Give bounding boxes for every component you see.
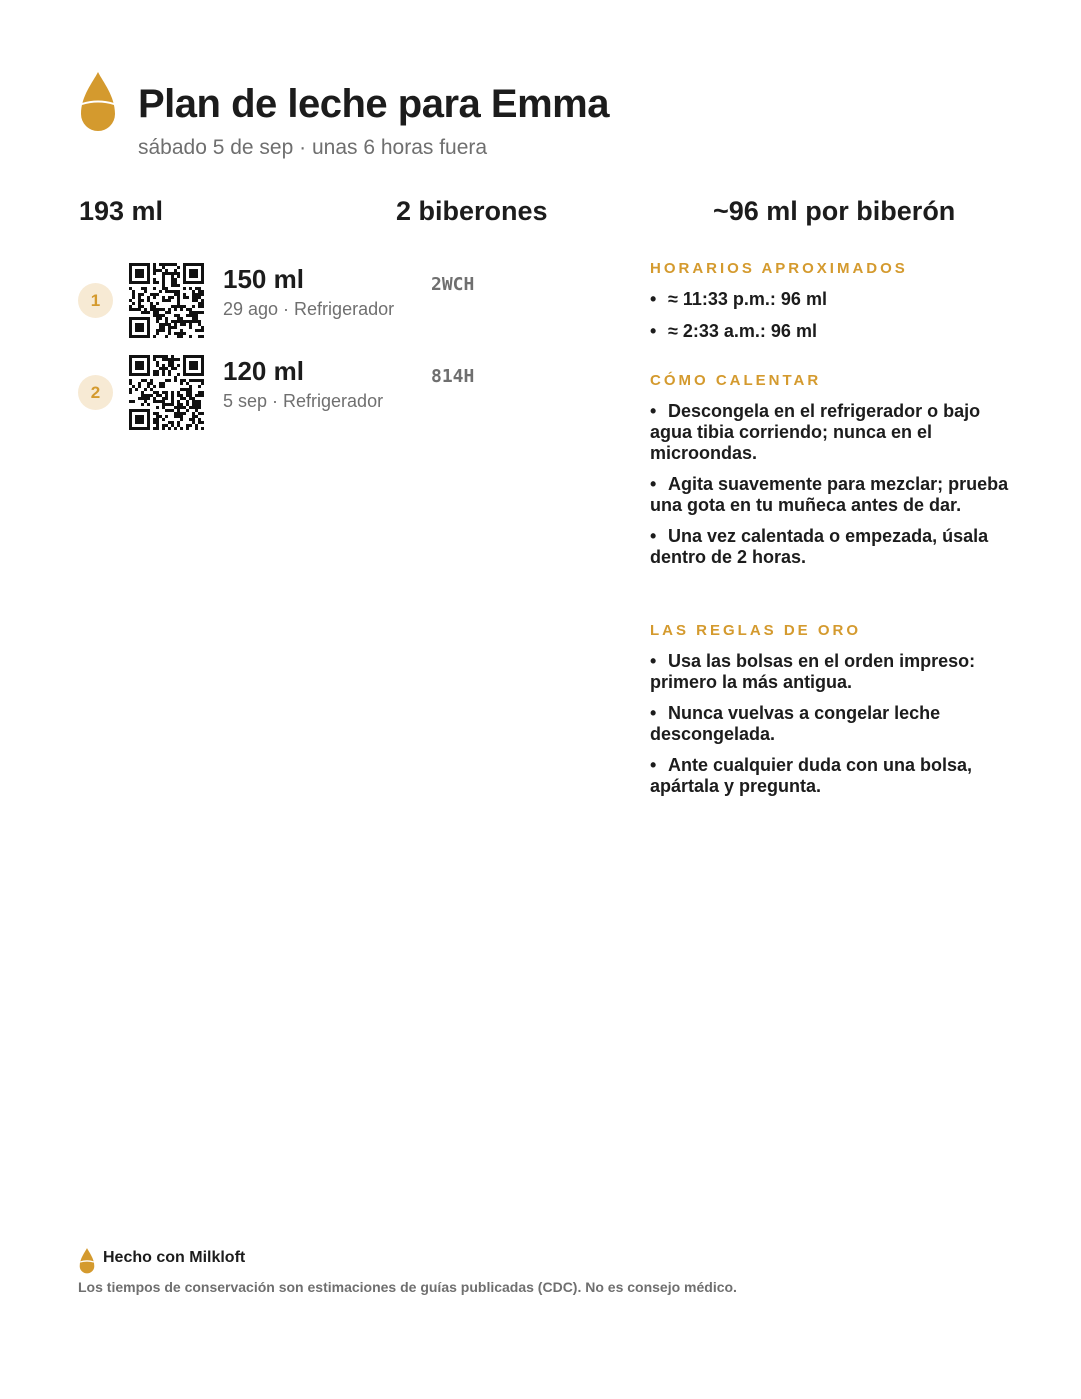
bag-row (78, 355, 578, 435)
list-item (650, 319, 1010, 343)
list-item (650, 651, 1010, 693)
warming-tip: Descongela en el refrigerador o bajo agua tibia corriendo; nunca en el microondas. (650, 401, 981, 463)
warming-tip: Agita suavemente para mezclar; prueba una gota en tu muñeca antes de dar. (650, 474, 1009, 515)
schedule-time: ≈ 2:33 a.m.: 96 ml (668, 321, 817, 341)
schedule-time: ≈ 11:33 p.m.: 96 ml (668, 289, 827, 309)
list-item (650, 526, 1010, 568)
list-item (650, 755, 1010, 797)
bag-date-location: 29 ago · Refrigerador (223, 299, 395, 319)
bullet-icon: • (650, 651, 657, 671)
volume-per-bottle: ~96 ml por biberón (713, 196, 956, 226)
rule-text: Nunca vuelvas a congelar leche descongelada. (650, 703, 941, 744)
bullet-icon: • (650, 755, 657, 775)
bullet-icon: • (650, 703, 657, 723)
list-item (650, 401, 1010, 464)
bullet-icon: • (650, 474, 657, 494)
schedule-heading: HORARIOS APROXIMADOS (650, 260, 908, 277)
bullet-icon: • (650, 526, 657, 546)
bag-code: 2WCH (431, 274, 475, 295)
warming-tip: Una vez calentada o empezada, úsala dentro de 2 horas. (650, 526, 989, 567)
schedule-section (650, 259, 1010, 343)
rules-section (650, 621, 1010, 797)
page-title: Plan de leche para Emma (138, 82, 609, 126)
list-item (650, 474, 1010, 516)
rule-text: Usa las bolsas en el orden impreso: primero la más antigua. (650, 651, 976, 692)
bag-code: 814H (431, 366, 475, 387)
milk-drop-icon (78, 1247, 96, 1274)
rules-list (650, 651, 1010, 797)
bullet-icon: • (650, 289, 657, 309)
bottle-count: 2 biberones (396, 196, 548, 226)
warming-heading: CÓMO CALENTAR (650, 372, 822, 389)
bullet-icon: • (650, 321, 657, 341)
bullet-icon: • (650, 401, 657, 421)
warming-list (650, 401, 1010, 568)
bag-date-location: 5 sep · Refrigerador (223, 391, 384, 411)
total-volume: 193 ml (79, 196, 164, 226)
list-item (650, 703, 1010, 745)
bag-volume: 120 ml (223, 356, 304, 386)
bag-volume: 150 ml (223, 264, 304, 294)
qr-code-icon (129, 263, 204, 338)
rule-text: Ante cualquier duda con una bolsa, apártala y pregunta. (650, 755, 973, 796)
bag-row (78, 263, 578, 343)
bag-number-badge: 1 (78, 283, 113, 318)
rules-heading: LAS REGLAS DE ORO (650, 622, 862, 639)
list-item (650, 287, 1010, 311)
footer-disclaimer: Los tiempos de conservación son estimaciones de guías publicadas (CDC). No es consejo médico. (78, 1279, 737, 1295)
warming-section (650, 371, 1010, 568)
schedule-list (650, 287, 1010, 343)
milk-drop-icon (77, 70, 119, 132)
page-subtitle: sábado 5 de sep · unas 6 horas fuera (138, 136, 488, 159)
footer-brand: Hecho con Milkloft (103, 1249, 246, 1266)
qr-code-icon (129, 355, 204, 430)
bag-number-badge: 2 (78, 375, 113, 410)
